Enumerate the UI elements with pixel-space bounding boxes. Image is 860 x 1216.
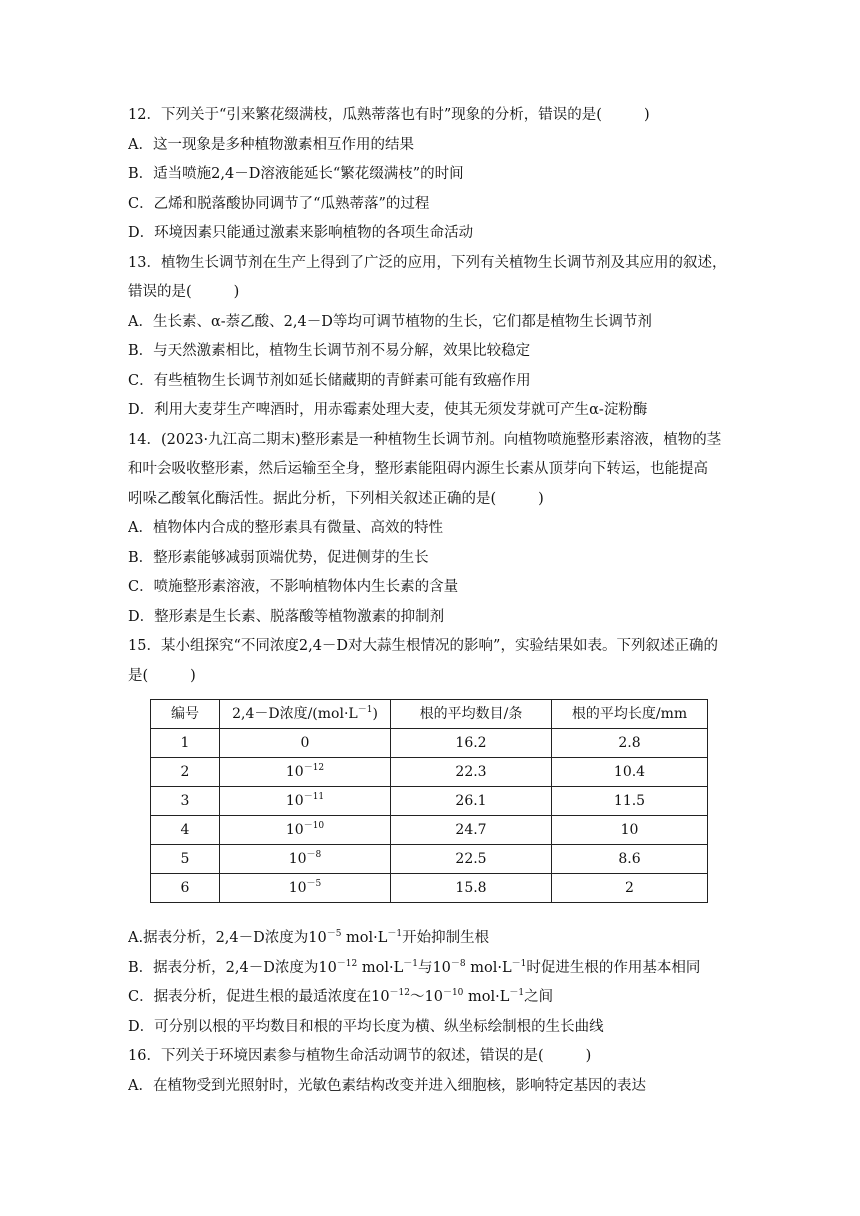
q16-option-a: A．在植物受到光照射时，光敏色素结构改变并进入细胞核，影响特定基因的表达 bbox=[128, 1077, 646, 1094]
table-header-cell: 编号 bbox=[151, 700, 220, 729]
table-cell-id: 1 bbox=[151, 729, 220, 758]
table-cell-conc: $10^{-11}$ bbox=[220, 787, 391, 816]
q14-option-c: C．喷施整形素溶液，不影响植物体内生长素的含量 bbox=[128, 579, 459, 595]
q14-stem-line3: 吲哚乙酸氧化酶活性。据此分析，下列相关叙述正确的是( ) bbox=[128, 490, 544, 507]
table-cell-length: 2 bbox=[552, 874, 708, 903]
q13-stem-line2: 错误的是( ) bbox=[128, 284, 240, 300]
q13-option-d: D．利用大麦芽生产啤酒时，用赤霉素处理大麦，使其无须发芽就可产生α-淀粉酶 bbox=[128, 402, 648, 418]
table-cell-length: 2.8 bbox=[552, 729, 708, 758]
q15-stem-line2: 是( ) bbox=[128, 667, 196, 684]
table-cell-conc: $10^{-12}$ bbox=[220, 758, 391, 787]
table-cell-count: 22.5 bbox=[391, 845, 552, 874]
table-cell-count: 16.2 bbox=[391, 729, 552, 758]
table-header-cell: 2,4－D浓度$/(mol\cdot L^{-1})$ bbox=[220, 700, 391, 729]
table-header-row bbox=[151, 700, 708, 729]
q16-stem: 16．下列关于环境因素参与植物生命活动调节的叙述，错误的是( ) bbox=[128, 1048, 592, 1064]
table-cell-id: 5 bbox=[151, 845, 220, 874]
table-cell-count: 15.8 bbox=[391, 874, 552, 903]
table-cell-count: 22.3 bbox=[391, 758, 552, 787]
table-cell-length: 10.4 bbox=[552, 758, 708, 787]
q13-option-a: A．生长素、α-萘乙酸、2,4－D等均可调节植物的生长，它们都是植物生长调节剂 bbox=[128, 313, 652, 330]
table-cell-conc: $10^{-5}$ bbox=[220, 874, 391, 903]
question-content bbox=[128, 101, 738, 1101]
table-cell-conc: $10^{-10}$ bbox=[220, 816, 391, 845]
table-cell-count: 26.1 bbox=[391, 787, 552, 816]
q15-stem-line1: 15．某小组探究“不同浓度2,4－D对大蒜生根情况的影响”，实验结果如表。下列叙述正确的 bbox=[128, 638, 718, 654]
table-header-cell: 根的平均数目/条 bbox=[391, 700, 552, 729]
table-header-cell: 根的平均长度/mm bbox=[552, 700, 708, 729]
q13-option-b: B．与天然激素相比，植物生长调节剂不易分解，效果比较稳定 bbox=[128, 343, 531, 359]
q15-option-b: B．据表分析，2,4－D浓度为$10^{-12}$ $mol\cdot L^{-1}$与$10^{-8}$ $mol\cdot L^{-1}$时促进生根的作用基本相同 bbox=[128, 958, 701, 976]
table-cell-length: 8.6 bbox=[552, 845, 708, 874]
q15-option-a: A.据表分析，2,4－D浓度为$10^{-5}$ $mol\cdot L^{-1}$开始抑制生根 bbox=[128, 929, 490, 946]
table-cell-id: 4 bbox=[151, 816, 220, 845]
q15-option-d: D．可分别以根的平均数目和根的平均长度为横、纵坐标绘制根的生长曲线 bbox=[128, 1018, 604, 1035]
table-row bbox=[151, 758, 708, 787]
q14-stem-line1: 14．(2023·九江高二期末)整形素是一种植物生长调节剂。向植物喷施整形素溶液，植物的茎 bbox=[128, 431, 722, 448]
table-row bbox=[151, 729, 708, 758]
table-row bbox=[151, 816, 708, 845]
table-cell-id: 3 bbox=[151, 787, 220, 816]
data-table bbox=[150, 699, 708, 903]
q14-stem-line2: 和叶会吸收整形素，然后运输至全身，整形素能阻碍内源生长素从顶芽向下转运，也能提高 bbox=[128, 461, 708, 477]
q14-option-a: A．植物体内合成的整形素具有微量、高效的特性 bbox=[128, 520, 443, 536]
table-cell-length: 11.5 bbox=[552, 787, 708, 816]
q13-option-c: C．有些植物生长调节剂如延长储藏期的青鲜素可能有致癌作用 bbox=[128, 372, 531, 389]
table-cell-id: 6 bbox=[151, 874, 220, 903]
q12-option-c: C．乙烯和脱落酸协同调节了“瓜熟蒂落”的过程 bbox=[128, 195, 430, 212]
table-cell-length: 10 bbox=[552, 816, 708, 845]
q12-option-d: D．环境因素只能通过激素来影响植物的各项生命活动 bbox=[128, 225, 474, 241]
q12-option-b: B．适当喷施2,4－D溶液能延长“繁花缀满枝”的时间 bbox=[128, 166, 464, 182]
q13-stem-line1: 13．植物生长调节剂在生产上得到了广泛的应用，下列有关植物生长调节剂及其应用的叙述， bbox=[128, 254, 727, 271]
q12-stem: 12．下列关于“引来繁花缀满枝，瓜熟蒂落也有时”现象的分析，错误的是( ) bbox=[128, 107, 650, 123]
q14-option-d: D．整形素是生长素、脱落酸等植物激素的抑制剂 bbox=[128, 608, 445, 625]
table-cell-id: 2 bbox=[151, 758, 220, 787]
table-cell-conc: $10^{-8}$ bbox=[220, 845, 391, 874]
table-cell-conc: 0 bbox=[220, 729, 391, 758]
q12-option-a: A．这一现象是多种植物激素相互作用的结果 bbox=[128, 136, 414, 153]
table-row bbox=[151, 787, 708, 816]
table-row bbox=[151, 845, 708, 874]
table-row bbox=[151, 874, 708, 903]
q15-option-c: C．据表分析，促进生根的最适浓度在$10^{-12}\sim 10^{-10}$ $mol\cdot L^{-1}$之间 bbox=[128, 988, 554, 1005]
q14-option-b: B．整形素能够减弱顶端优势，促进侧芽的生长 bbox=[128, 549, 429, 566]
table-cell-count: 24.7 bbox=[391, 816, 552, 845]
